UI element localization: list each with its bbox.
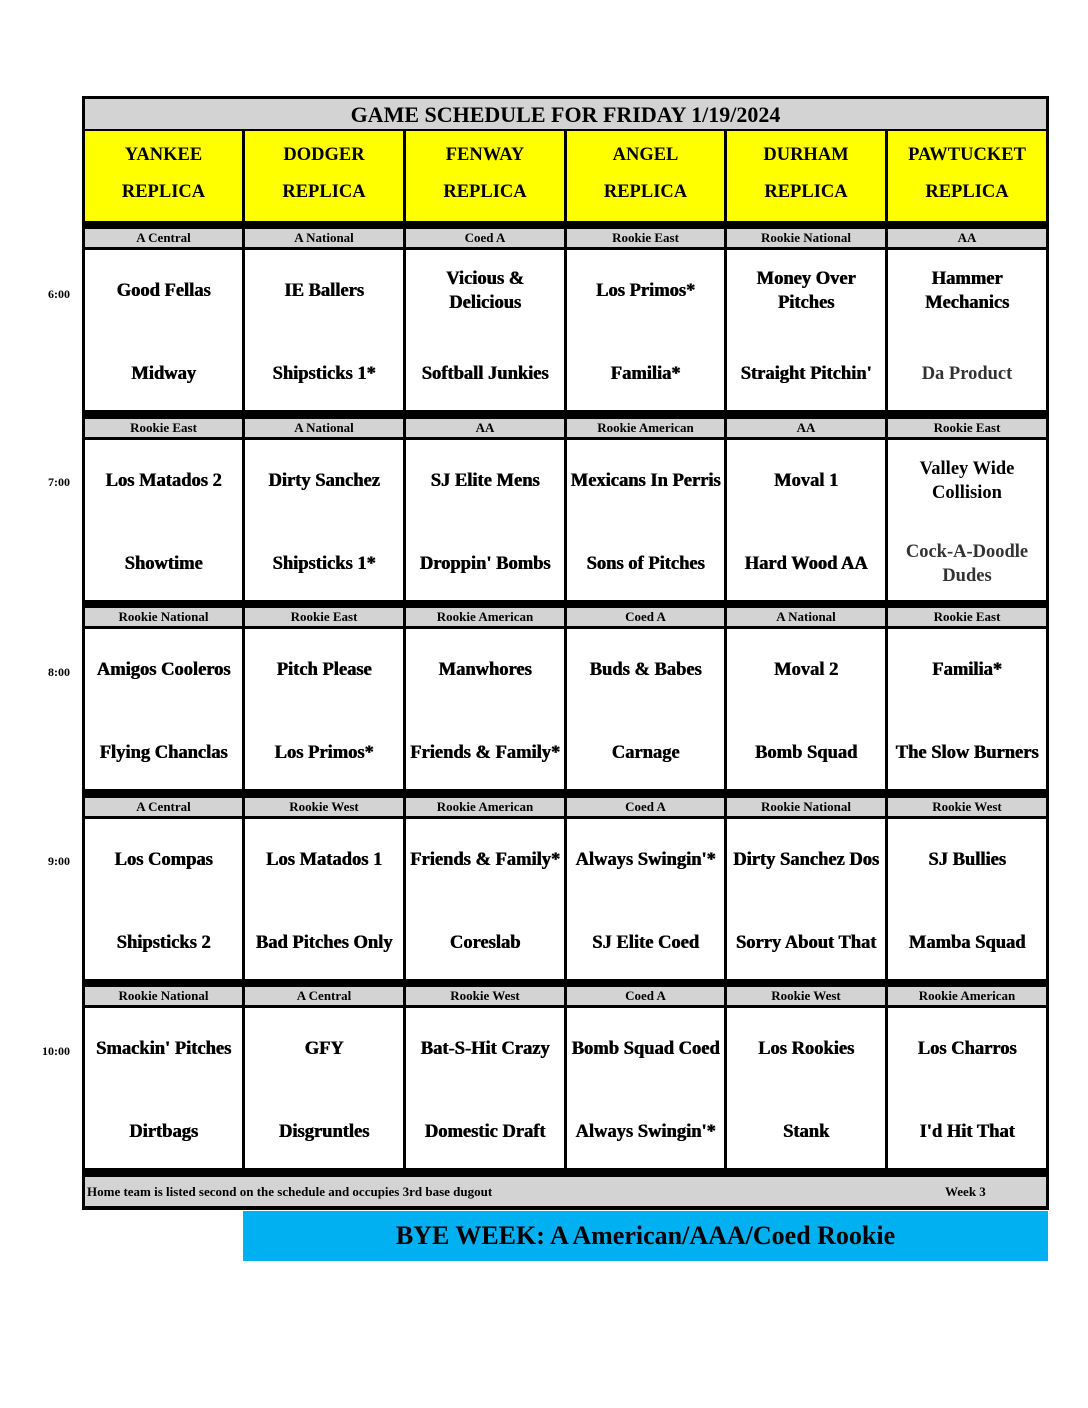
- game-cell: [888, 629, 1046, 789]
- division-label: A Central: [85, 229, 242, 247]
- division-label: Rookie National: [727, 229, 885, 247]
- away-team: Mexicans In Perris: [570, 471, 721, 491]
- away-team: Dirty Sanchez Dos: [733, 850, 879, 870]
- home-team: Stank: [782, 1122, 830, 1142]
- division-label: A National: [245, 419, 403, 437]
- away-team: Los Rookies: [757, 1039, 855, 1059]
- home-team: Da Product: [921, 364, 1013, 384]
- game-cell: [888, 1008, 1046, 1168]
- away-team: Los Charros: [917, 1039, 1017, 1059]
- home-team: Cock-A-Doodle Dudes: [905, 542, 1029, 586]
- division-label: AA: [888, 229, 1046, 247]
- schedule-footer: [85, 1177, 1046, 1206]
- week-label: Week 3: [945, 1184, 986, 1199]
- division-label: Coed A: [406, 229, 564, 247]
- game-cell: [85, 1008, 242, 1168]
- away-team: Bat-S-Hit Crazy: [420, 1039, 550, 1059]
- home-team: Always Swingin'*: [575, 1122, 716, 1142]
- field-type: REPLICA: [443, 182, 527, 202]
- away-team: Valley Wide Collision: [919, 459, 1015, 503]
- away-team: Buds & Babes: [589, 660, 702, 680]
- schedule-title: GAME SCHEDULE FOR FRIDAY 1/19/2024: [85, 99, 1046, 129]
- bye-week-banner: BYE WEEK: A American/AAA/Coed Rookie: [243, 1211, 1048, 1261]
- away-team: Money Over Pitches: [756, 269, 856, 313]
- game-cell: [85, 440, 242, 600]
- home-team: Sons of Pitches: [586, 554, 705, 574]
- home-team: Hard Wood AA: [744, 554, 868, 574]
- game-cell: [727, 629, 885, 789]
- away-team: Hammer Mechanics: [924, 269, 1010, 313]
- field-type: REPLICA: [121, 182, 206, 202]
- game-cell: [888, 819, 1046, 979]
- game-cell: [727, 819, 885, 979]
- division-label: A National: [727, 608, 885, 626]
- division-label: AA: [727, 419, 885, 437]
- home-team: Bad Pitches Only: [255, 933, 393, 953]
- game-cell: [888, 440, 1046, 600]
- away-team: IE Ballers: [284, 281, 364, 301]
- game-cell: [85, 250, 242, 410]
- game-cell: [406, 250, 564, 410]
- away-team: Los Matados 2: [105, 471, 222, 491]
- home-team: Dirtbags: [129, 1122, 198, 1142]
- division-label: Rookie East: [567, 229, 724, 247]
- field-header-pawtucket: [888, 131, 1046, 221]
- away-team: Los Compas: [114, 850, 213, 870]
- game-cell: [406, 629, 564, 789]
- time-label: 8:00: [48, 665, 70, 679]
- division-label: Rookie East: [245, 608, 403, 626]
- away-team: Familia*: [932, 660, 1002, 680]
- field-header-angel: [567, 131, 724, 221]
- division-label: Coed A: [567, 987, 724, 1005]
- home-team: Showtime: [124, 554, 203, 574]
- game-cell: [85, 629, 242, 789]
- division-label: Rookie West: [406, 987, 564, 1005]
- home-team: I'd Hit That: [919, 1122, 1015, 1142]
- game-cell: [245, 819, 403, 979]
- away-team: Always Swingin'*: [575, 850, 716, 870]
- home-team: Straight Pitchin': [740, 364, 872, 384]
- division-label: Rookie American: [567, 419, 724, 437]
- field-header-yankee: [85, 131, 242, 221]
- home-team: Coreslab: [449, 933, 521, 953]
- time-label: 10:00: [42, 1044, 70, 1058]
- home-team: Domestic Draft: [424, 1122, 546, 1142]
- game-cell: [245, 1008, 403, 1168]
- division-label: A Central: [245, 987, 403, 1005]
- field-header-fenway: [406, 131, 564, 221]
- game-cell: [567, 250, 724, 410]
- game-cell: [406, 440, 564, 600]
- home-team: Familia*: [610, 364, 681, 384]
- game-cell: [85, 819, 242, 979]
- away-team: Moval 2: [773, 660, 839, 680]
- field-type: REPLICA: [282, 182, 366, 202]
- game-cell: [406, 819, 564, 979]
- away-team: Vicious & Delicious: [446, 269, 524, 313]
- field-type: REPLICA: [925, 182, 1009, 202]
- division-label: Rookie American: [406, 608, 564, 626]
- home-team-note: Home team is listed second on the schedule and occupies 3rd base dugout: [87, 1184, 493, 1199]
- field-name: PAWTUCKET: [908, 145, 1026, 165]
- home-team: Friends & Family*: [409, 743, 561, 763]
- field-name: DODGER: [283, 145, 365, 165]
- away-team: Los Primos*: [595, 281, 696, 301]
- away-team: GFY: [304, 1039, 344, 1059]
- division-label: A Central: [85, 798, 242, 816]
- game-cell: [245, 629, 403, 789]
- field-header-durham: [727, 131, 885, 221]
- home-team: Midway: [131, 364, 196, 384]
- time-label: 9:00: [48, 854, 70, 868]
- field-name: ANGEL: [612, 145, 679, 165]
- game-cell: [406, 1008, 564, 1168]
- away-team: Smackin' Pitches: [95, 1039, 232, 1059]
- division-label: Rookie National: [727, 798, 885, 816]
- game-cell: [888, 250, 1046, 410]
- division-label: Rookie American: [888, 987, 1046, 1005]
- away-team: Pitch Please: [276, 660, 372, 680]
- home-team: Mamba Squad: [908, 933, 1026, 953]
- schedule-table: [82, 96, 1049, 1210]
- game-cell: [245, 440, 403, 600]
- home-team: The Slow Burners: [895, 743, 1039, 763]
- game-cell: [245, 250, 403, 410]
- home-team: Bomb Squad: [754, 743, 858, 763]
- game-cell: [727, 440, 885, 600]
- division-label: Coed A: [567, 798, 724, 816]
- game-cell: [727, 1008, 885, 1168]
- division-label: AA: [406, 419, 564, 437]
- game-cell: [567, 440, 724, 600]
- division-label: Rookie West: [888, 798, 1046, 816]
- game-cell: [567, 629, 724, 789]
- field-header-dodger: [245, 131, 403, 221]
- away-team: Manwhores: [438, 660, 532, 680]
- away-team: Bomb Squad Coed: [571, 1039, 720, 1059]
- division-label: Rookie East: [888, 419, 1046, 437]
- game-cell: [567, 1008, 724, 1168]
- division-label: A National: [245, 229, 403, 247]
- home-team: Softball Junkies: [421, 364, 549, 384]
- game-cell: [567, 819, 724, 979]
- division-label: Rookie East: [888, 608, 1046, 626]
- division-label: Rookie National: [85, 608, 242, 626]
- away-team: Amigos Cooleros: [96, 660, 231, 680]
- home-team: Flying Chanclas: [99, 743, 228, 763]
- field-name: FENWAY: [445, 145, 525, 165]
- division-label: Rookie American: [406, 798, 564, 816]
- away-team: Good Fellas: [116, 281, 211, 301]
- home-team: Shipsticks 2: [116, 933, 211, 953]
- home-team: Shipsticks 1*: [272, 364, 376, 384]
- field-name: YANKEE: [124, 145, 203, 165]
- field-type: REPLICA: [603, 182, 688, 202]
- away-team: SJ Bullies: [928, 850, 1006, 870]
- home-team: Droppin' Bombs: [419, 554, 551, 574]
- home-team: SJ Elite Coed: [592, 933, 699, 953]
- home-team: Carnage: [611, 743, 680, 763]
- home-team: Disgruntles: [278, 1122, 370, 1142]
- home-team: Sorry About That: [735, 933, 877, 953]
- division-label: Rookie National: [85, 987, 242, 1005]
- field-name: DURHAM: [763, 145, 849, 165]
- division-label: Rookie East: [85, 419, 242, 437]
- division-label: Rookie West: [727, 987, 885, 1005]
- division-label: Coed A: [567, 608, 724, 626]
- away-team: Los Matados 1: [265, 850, 383, 870]
- away-team: Dirty Sanchez: [268, 471, 380, 491]
- away-team: Moval 1: [773, 471, 839, 491]
- field-type: REPLICA: [764, 182, 848, 202]
- game-cell: [727, 250, 885, 410]
- division-label: Rookie West: [245, 798, 403, 816]
- time-label: 7:00: [48, 475, 70, 489]
- home-team: Los Primos*: [274, 743, 374, 763]
- home-team: Shipsticks 1*: [272, 554, 376, 574]
- away-team: SJ Elite Mens: [430, 471, 540, 491]
- away-team: Friends & Family*: [409, 850, 561, 870]
- time-label: 6:00: [48, 287, 70, 301]
